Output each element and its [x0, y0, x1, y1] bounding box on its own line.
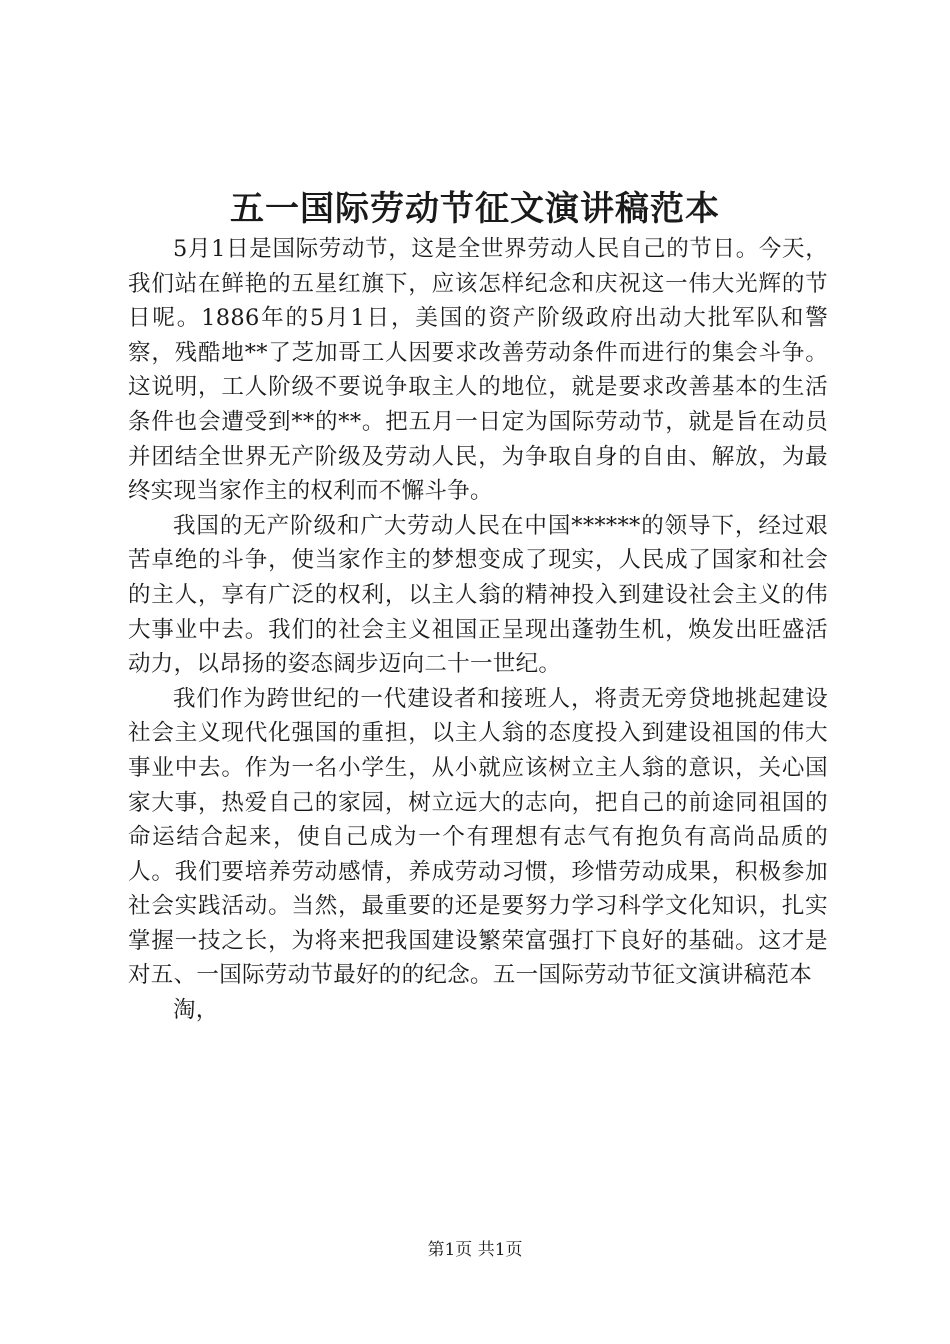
document-body [128, 232, 828, 1028]
body-paragraph: 我们作为跨世纪的一代建设者和接班人，将责无旁贷地挑起建设社会主义现代化强国的重担，以主人翁的态度投入到建设祖国的伟大事业中去。作为一名小学生，从小就应该树立主人翁的意识，关心国家大事，热爱自己的家园，树立远大的志向，把自己的前途同祖国的命运结合起来，使自己成为一个有理想有志气有抱负有高尚品质的人。我们要培养劳动感情，养成劳动习惯，珍惜劳动成果，积极参加社会实践活动。当然，最重要的还是要努力学习科学文化知识，扎实掌握一技之长，为将来把我国建设繁荣富强打下良好的基础。这才是对五、一国际劳动节最好的的纪念。五一国际劳动节征文演讲稿范本 [128, 685, 828, 989]
body-paragraph: 我国的无产阶级和广大劳动人民在中国******的领导下，经过艰苦卓绝的斗争，使当家作主的梦想变成了现实，人民成了国家和社会的主人，享有广泛的权利，以主人翁的精神投入到建设社会主义的伟大事业中去。我们的社会主义祖国正呈现出蓬勃生机，焕发出旺盛活动力，以昂扬的姿态阔步迈向二十一世纪。 [128, 512, 828, 678]
body-paragraph: 5月1日是国际劳动节，这是全世界劳动人民自己的节日。今天，我们站在鲜艳的五星红旗下，应该怎样纪念和庆祝这一伟大光辉的节日呢。1886年的5月1日，美国的资产阶级政府出动大批军队和警察，残酷地**了芝加哥工人因要求改善劳动条件而进行的集会斗争。这说明，工人阶级不要说争取主人的地位，就是要求改善基本的生活条件也会遭受到**的**。把五月一日定为国际劳动节，就是旨在动员并团结全世界无产阶级及劳动人民，为争取自身的自由、解放，为最终实现当家作主的权利而不懈斗争。 [128, 236, 828, 505]
body-paragraph: 淘， [173, 997, 219, 1024]
document-title: 五一国际劳动节征文演讲稿范本 [230, 189, 720, 229]
page-number-footer: 第1页 共1页 [427, 1240, 523, 1260]
